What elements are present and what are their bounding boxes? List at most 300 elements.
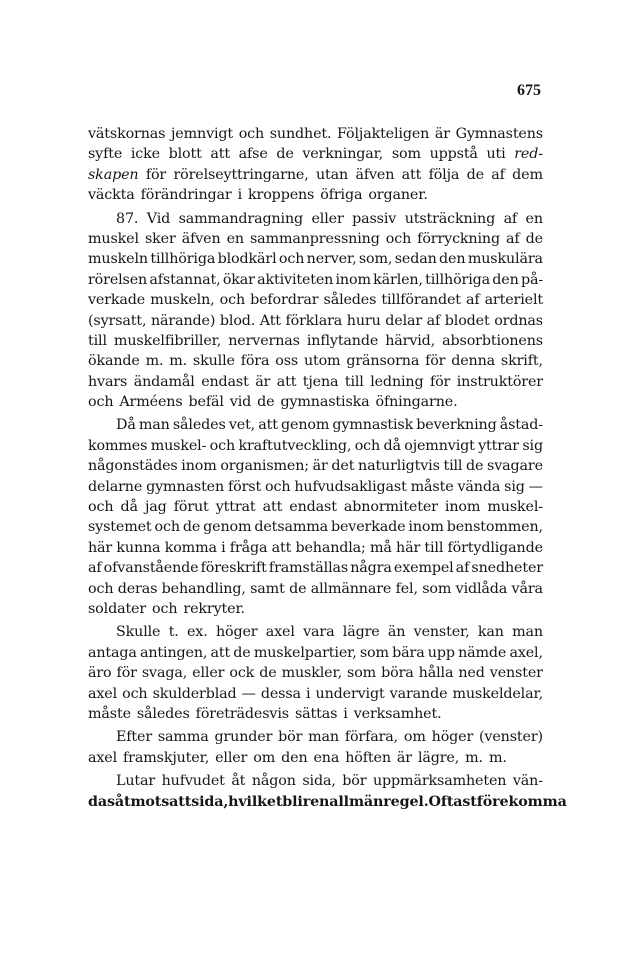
word: arterielt (484, 292, 543, 309)
word: sammanpressning (249, 230, 380, 247)
word: instruktörer (456, 373, 543, 390)
word: och (122, 685, 148, 702)
word: rörelsen (88, 271, 148, 288)
word: de (525, 230, 543, 247)
word: de (289, 580, 307, 597)
word: kommes (88, 437, 148, 454)
word: ledning (370, 373, 424, 390)
word: att (271, 539, 292, 556)
word: verkade (88, 292, 146, 309)
word: för (425, 353, 446, 370)
word: aktiviteten (257, 271, 334, 288)
word: vätskornas (88, 126, 166, 142)
word: är (312, 458, 328, 475)
word: ökande (88, 353, 140, 370)
word: i (221, 539, 226, 556)
word: framställas (268, 560, 349, 577)
word: Arméens (119, 394, 183, 411)
word: att (276, 373, 297, 390)
text-line (88, 185, 543, 205)
text-line (88, 415, 543, 435)
word: ändamål (133, 373, 195, 390)
word: och (354, 437, 381, 454)
word: må (369, 539, 392, 556)
word: exempel (393, 560, 454, 577)
word: muskeln (88, 251, 148, 268)
word: muskler, (281, 665, 342, 682)
word: förekomma (476, 793, 567, 810)
word: endast (201, 373, 249, 390)
word: venster (489, 665, 543, 682)
word: sundhet. (269, 126, 332, 142)
word: vända (457, 478, 501, 495)
word: att (210, 644, 231, 661)
word: några (350, 560, 392, 577)
word: förändringar (140, 187, 232, 204)
word: lägre (342, 624, 380, 641)
word: uppmärksamheten (372, 773, 507, 790)
text-line (88, 771, 543, 791)
word: böra (381, 665, 414, 682)
word: en (525, 210, 543, 227)
word: höger (431, 729, 474, 746)
word: benstommen, (446, 519, 543, 536)
word: och (88, 394, 114, 411)
word: af (491, 166, 505, 183)
word: Då (116, 417, 136, 434)
word: och (385, 230, 412, 247)
word: utan (316, 166, 349, 183)
word: svagare (487, 458, 543, 475)
word: verksamhet. (353, 705, 442, 722)
word: gymnastisk (332, 417, 414, 434)
text-line (88, 351, 543, 371)
word: hufvudsakligast (294, 478, 407, 495)
word: delarne (88, 478, 143, 495)
word: sedan (394, 251, 437, 268)
word: axel, (509, 644, 543, 661)
word: samt (250, 580, 285, 597)
word: sig (522, 437, 543, 454)
word: framskjuter, (123, 749, 210, 766)
word: åt (231, 773, 246, 790)
word: blodkärl (217, 251, 277, 268)
word: våra (511, 580, 543, 597)
word: förtydligande (447, 539, 543, 556)
word: skapen (88, 166, 139, 183)
text-line (88, 270, 543, 290)
word: systemet (88, 519, 152, 536)
word: än (387, 624, 406, 641)
word: bära (392, 644, 425, 661)
word: naturligtvis (358, 458, 440, 475)
word: förut (173, 499, 209, 516)
word: till (424, 539, 444, 556)
word: bör (342, 773, 367, 790)
word: utom (303, 353, 341, 370)
word: detsamma (254, 519, 329, 536)
word: muskulära (467, 251, 543, 268)
word: icke (130, 146, 160, 163)
word: förryckning (417, 230, 500, 247)
word: äfven (355, 166, 395, 183)
word: allmännare (310, 580, 392, 597)
word: en (310, 793, 330, 810)
text-line (88, 477, 543, 497)
word: härvid, (385, 332, 436, 349)
word: ena (313, 749, 340, 766)
word: ordnas (494, 312, 543, 329)
text-line (88, 579, 543, 599)
word: de (276, 146, 294, 163)
word: varande (389, 685, 448, 702)
word: eller (192, 665, 225, 682)
word: af (465, 292, 480, 309)
text-line (88, 643, 543, 663)
word: vid (229, 394, 252, 411)
word: behandling, (161, 580, 246, 597)
word: kroppens (248, 187, 315, 204)
word: absorbtionens (442, 332, 543, 349)
word: och (219, 292, 246, 309)
word: man (138, 417, 170, 434)
text-line (88, 558, 543, 578)
word: kärlen, (373, 271, 423, 288)
word: skrift, (500, 353, 543, 370)
word: lägre, (417, 749, 460, 766)
word: sig (504, 478, 525, 495)
word: m. (465, 749, 483, 766)
word: och (278, 251, 305, 268)
body-text (88, 124, 567, 812)
word: kraftutveckling, (238, 437, 352, 454)
word: muskelfibriller, (113, 332, 222, 349)
word: här (88, 539, 113, 556)
word: vet, (228, 417, 256, 434)
word: Vid (146, 210, 171, 227)
word: att (262, 499, 283, 516)
word: denna (451, 353, 496, 370)
word: organismen; (220, 458, 309, 475)
word: m. (488, 749, 507, 766)
word: och (209, 437, 236, 454)
word: förklara (285, 312, 343, 329)
word: de (466, 458, 484, 475)
word: samma (157, 729, 209, 746)
word: till (88, 332, 107, 349)
word: venster, (413, 624, 470, 641)
word: föreskrift (200, 560, 267, 577)
word: dessa (260, 685, 301, 702)
word: endast (289, 499, 337, 516)
word: Att (259, 312, 281, 329)
page-number: 675 (517, 82, 541, 99)
word: således (136, 705, 190, 722)
word: svaga, (141, 665, 188, 682)
text-line (88, 144, 543, 164)
text-line (88, 290, 543, 310)
text-line (88, 372, 543, 392)
text-line (88, 517, 543, 537)
word: uti (486, 146, 506, 163)
word: grunder (214, 729, 273, 746)
word: man (308, 729, 339, 746)
word: här (396, 539, 421, 556)
word: verkningar, (302, 146, 384, 163)
word: fråga (229, 539, 268, 556)
text-line (88, 704, 543, 724)
word: utsträckning (404, 210, 496, 227)
word: till (443, 458, 463, 475)
word: och (152, 600, 178, 617)
word: i (343, 705, 348, 722)
word: gränsorna (346, 353, 420, 370)
word: bör (278, 729, 303, 746)
word: af (88, 560, 102, 577)
word: sida, (302, 773, 336, 790)
word: ökar (222, 271, 255, 288)
word: således (172, 417, 226, 434)
word: måste (410, 478, 454, 495)
word: deras (117, 580, 158, 597)
word: och (88, 580, 114, 597)
word: gymnastiska (280, 394, 370, 411)
text-line (88, 331, 543, 351)
word: tillförandet (381, 292, 461, 309)
word: axel (88, 749, 118, 766)
word: att (210, 146, 230, 163)
word: rekryter. (183, 600, 245, 617)
text-line (88, 209, 543, 229)
word: som (359, 644, 389, 661)
word: m. (145, 353, 164, 370)
word: behandla; (295, 539, 366, 556)
word: hufvudet (161, 773, 225, 790)
word: komma (164, 539, 217, 556)
text-line (88, 249, 543, 269)
word: skulderblad (152, 685, 237, 702)
text-line (88, 622, 543, 642)
word: beverkade (330, 519, 406, 536)
word: sättas (294, 705, 338, 722)
word: förfara, (344, 729, 399, 746)
text-line (88, 311, 543, 331)
word: kunna (116, 539, 161, 556)
word: för (145, 166, 167, 183)
word: eller (311, 210, 344, 227)
word: muskeldelar, (452, 685, 543, 702)
word: måste (88, 705, 131, 722)
word: befäl (188, 394, 224, 411)
word: den (439, 251, 466, 268)
word: som (347, 665, 377, 682)
word: muskel- (487, 499, 543, 516)
word: företrädesvis (195, 705, 289, 722)
word: 87. (116, 210, 139, 227)
text-line (88, 456, 543, 476)
word: vidlåda (455, 580, 508, 597)
word: blodet (444, 312, 490, 329)
word: inom (408, 519, 444, 536)
word: höger (215, 624, 258, 641)
text-line (88, 392, 543, 412)
word: öfningarne. (375, 394, 458, 411)
word: befordrar (250, 292, 319, 309)
word: en (226, 230, 244, 247)
word: uppstå (429, 146, 478, 163)
word: gymnasten (146, 478, 225, 495)
word: först (228, 478, 262, 495)
word: af (503, 210, 518, 227)
word: rörelseyttringarne, (173, 166, 309, 183)
word: ojemnvigt (404, 437, 475, 454)
word: muskel- (150, 437, 207, 454)
word: sida, (191, 793, 229, 810)
word: red- (514, 146, 543, 163)
word: vara (303, 624, 335, 641)
word: på- (520, 271, 543, 288)
word: yttrat (215, 499, 256, 516)
word: som, (358, 251, 393, 268)
word: beverkning (416, 417, 497, 434)
word: antaga (88, 644, 137, 661)
word: axel (88, 685, 118, 702)
word: ock (229, 665, 255, 682)
word: vän- (512, 773, 543, 790)
word: Följakteligen (337, 126, 430, 142)
word: för (116, 665, 137, 682)
text-line (88, 436, 543, 456)
text-line (88, 663, 543, 683)
word: höften (345, 749, 391, 766)
text-line (88, 792, 567, 812)
word: af (426, 312, 441, 329)
text-line (88, 599, 543, 619)
word: — (528, 478, 543, 495)
word: och (238, 126, 265, 142)
word: inom (335, 271, 371, 288)
word: genom (281, 417, 330, 434)
word: öfriga (320, 187, 363, 204)
word: (syrsatt, (88, 312, 147, 329)
word: huru (346, 312, 381, 329)
word: de (466, 166, 484, 183)
word: hvars (88, 373, 128, 390)
word: är (434, 126, 450, 142)
text-line (88, 538, 543, 558)
word: allmän (329, 793, 384, 810)
word: väckta (88, 187, 135, 204)
word: och (265, 478, 291, 495)
word: organer. (368, 187, 428, 204)
word: inom (444, 499, 481, 516)
word: abnormiteter (343, 499, 438, 516)
word: någon (251, 773, 296, 790)
word: Skulle (116, 624, 161, 641)
word: följa (428, 166, 460, 183)
text-line (88, 229, 543, 249)
word: då (383, 437, 401, 454)
word: inflytande (306, 332, 379, 349)
word: jemnvigt (171, 126, 234, 142)
word: ex. (187, 624, 208, 641)
text-line (88, 684, 543, 704)
word: äfven (181, 230, 221, 247)
word: ofvanstående (103, 560, 199, 577)
word: som (391, 146, 421, 163)
text-line (88, 165, 543, 185)
word: das (88, 793, 115, 810)
word: således (323, 292, 377, 309)
word: fel, (395, 580, 418, 597)
word: dem (512, 166, 543, 183)
word: muskelpartier, (253, 644, 357, 661)
word: delar (385, 312, 423, 329)
word: Lutar (116, 773, 156, 790)
word: man (512, 624, 543, 641)
word: åt (114, 793, 131, 810)
word: t. (168, 624, 179, 641)
word: är (255, 373, 271, 390)
word: afstannat, (149, 271, 221, 288)
word: hvilket (228, 793, 283, 810)
word: blod. (219, 312, 256, 329)
word: yttrar (478, 437, 519, 454)
word: snedheter (471, 560, 543, 577)
word: de (233, 644, 251, 661)
word: närande) (150, 312, 216, 329)
word: den (492, 271, 519, 288)
word: eller (215, 749, 248, 766)
word: genom (203, 519, 252, 536)
word: — (241, 685, 256, 702)
word: nervernas (228, 332, 300, 349)
word: hålla (418, 665, 454, 682)
word: kan (477, 624, 504, 641)
word: ned (458, 665, 485, 682)
word: tjena (302, 373, 339, 390)
word: jag (144, 499, 167, 516)
word: det (331, 458, 355, 475)
word: de (257, 394, 275, 411)
word: inom (181, 458, 217, 475)
word: af (506, 230, 520, 247)
word: till (344, 373, 364, 390)
word: motsatt (130, 793, 192, 810)
word: för (429, 373, 451, 390)
word: nämde (458, 644, 507, 661)
word: m. (169, 353, 188, 370)
word: de (182, 519, 201, 536)
text-line (88, 497, 543, 517)
word: oss (275, 353, 299, 370)
text-line (88, 727, 543, 747)
word: om (403, 729, 426, 746)
word: den (281, 749, 308, 766)
word: och (88, 499, 114, 516)
word: upp (427, 644, 455, 661)
word: muskel (88, 230, 139, 247)
word: muskeln, (150, 292, 215, 309)
word: tillhöriga (425, 271, 491, 288)
word: om (253, 749, 276, 766)
word: är (396, 749, 412, 766)
word: i (306, 685, 311, 702)
word: sammandragning (178, 210, 304, 227)
word: sker (144, 230, 176, 247)
word: föra (240, 353, 270, 370)
word: Oftast (428, 793, 477, 810)
